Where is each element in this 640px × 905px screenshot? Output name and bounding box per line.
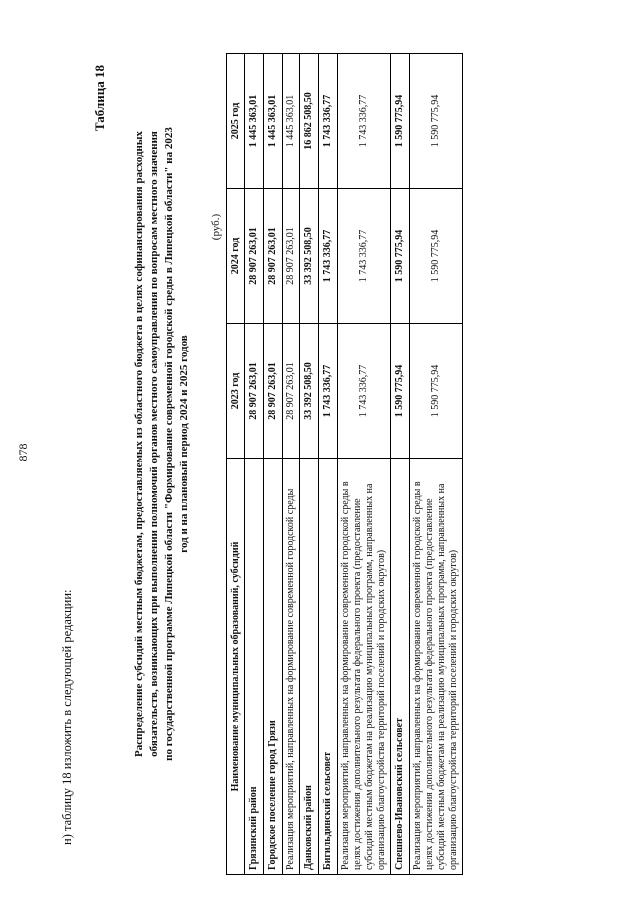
value-2024-cell: 28 907 263,01 [283, 189, 300, 324]
name-cell: Реализация мероприятий, направленных на формирование современной городской среды [283, 459, 300, 875]
table-row [300, 54, 319, 875]
table-body [245, 54, 463, 875]
value-2024-cell: 1 590 775,94 [410, 189, 463, 324]
table-row [245, 54, 264, 875]
header-2023: 2023 год [227, 324, 245, 459]
title-line: год и на плановый период 2024 и 2025 годов [178, 335, 190, 553]
value-2025-cell: 1 743 336,77 [319, 54, 338, 189]
name-cell: Грязинский район [245, 459, 264, 875]
value-2025-cell: 1 445 363,01 [264, 54, 283, 189]
value-2024-cell: 28 907 263,01 [264, 189, 283, 324]
value-2023-cell: 1 743 336,77 [319, 324, 338, 459]
table-row [283, 54, 300, 875]
value-2024-cell: 1 590 775,94 [391, 189, 410, 324]
value-2025-cell: 1 445 363,01 [283, 54, 300, 189]
name-cell: Спешнево-Ивановский сельсовет [391, 459, 410, 875]
value-2023-cell: 28 907 263,01 [264, 324, 283, 459]
value-2025-cell: 16 862 508,50 [300, 54, 319, 189]
value-2025-cell: 1 590 775,94 [391, 54, 410, 189]
header-name: Наименование муниципальных образований, субсидий [227, 459, 245, 875]
intro-text: н) таблицу 18 изложить в следующей редакции: [60, 589, 74, 845]
value-2025-cell: 1 590 775,94 [410, 54, 463, 189]
title-line: обязательств, возникающих при выполнении полномочий органов местного самоуправления по вопросам местного значения [148, 131, 160, 757]
value-2023-cell: 28 907 263,01 [283, 324, 300, 459]
value-2024-cell: 28 907 263,01 [245, 189, 264, 324]
value-2023-cell: 28 907 263,01 [245, 324, 264, 459]
table-title [132, 49, 192, 839]
table-label: Таблица 18 [92, 65, 107, 132]
page-number: 878 [16, 443, 30, 462]
value-2024-cell: 1 743 336,77 [338, 189, 391, 324]
table-row [319, 54, 338, 875]
value-2024-cell: 33 392 508,50 [300, 189, 319, 324]
table-row [410, 54, 463, 875]
title-line: Распределение субсидий местным бюджетам, предоставляемых из областного бюджета в целях софинансирования расходных [133, 131, 145, 757]
title-line: по государственной программе Липецкой области "Формирование современной городской среды в Липецкой области" на 2023 [163, 127, 175, 761]
subsidy-table [226, 53, 463, 875]
value-2023-cell: 33 392 508,50 [300, 324, 319, 459]
value-2023-cell: 1 590 775,94 [391, 324, 410, 459]
value-2023-cell: 1 743 336,77 [338, 324, 391, 459]
table-row [391, 54, 410, 875]
table-row [338, 54, 391, 875]
name-cell: Данковский район [300, 459, 319, 875]
table-row [264, 54, 283, 875]
header-2025: 2025 год [227, 54, 245, 189]
name-cell: Бигильдинский сельсовет [319, 459, 338, 875]
name-cell: Реализация мероприятий, направленных на формирование современной городской среды в целях достижения дополнительного результата федерального проекта (предоставление субсидий местным бюджетам на реализацию муниципальных программ, направленных на организацию благоустройства территорий поселений и городских округов) [338, 459, 391, 875]
value-2025-cell: 1 445 363,01 [245, 54, 264, 189]
table-header-row [227, 54, 245, 875]
header-2024: 2024 год [227, 189, 245, 324]
name-cell: Городское поселение город Грязи [264, 459, 283, 875]
unit-label: (руб.) [210, 213, 222, 241]
name-cell: Реализация мероприятий, направленных на формирование современной городской среды в целях достижения дополнительного результата федерального проекта (предоставление субсидий местным бюджетам на реализацию муниципальных программ, направленных на организацию благоустройства территорий поселений и городских округов) [410, 459, 463, 875]
value-2023-cell: 1 590 775,94 [410, 324, 463, 459]
value-2024-cell: 1 743 336,77 [319, 189, 338, 324]
value-2025-cell: 1 743 336,77 [338, 54, 391, 189]
